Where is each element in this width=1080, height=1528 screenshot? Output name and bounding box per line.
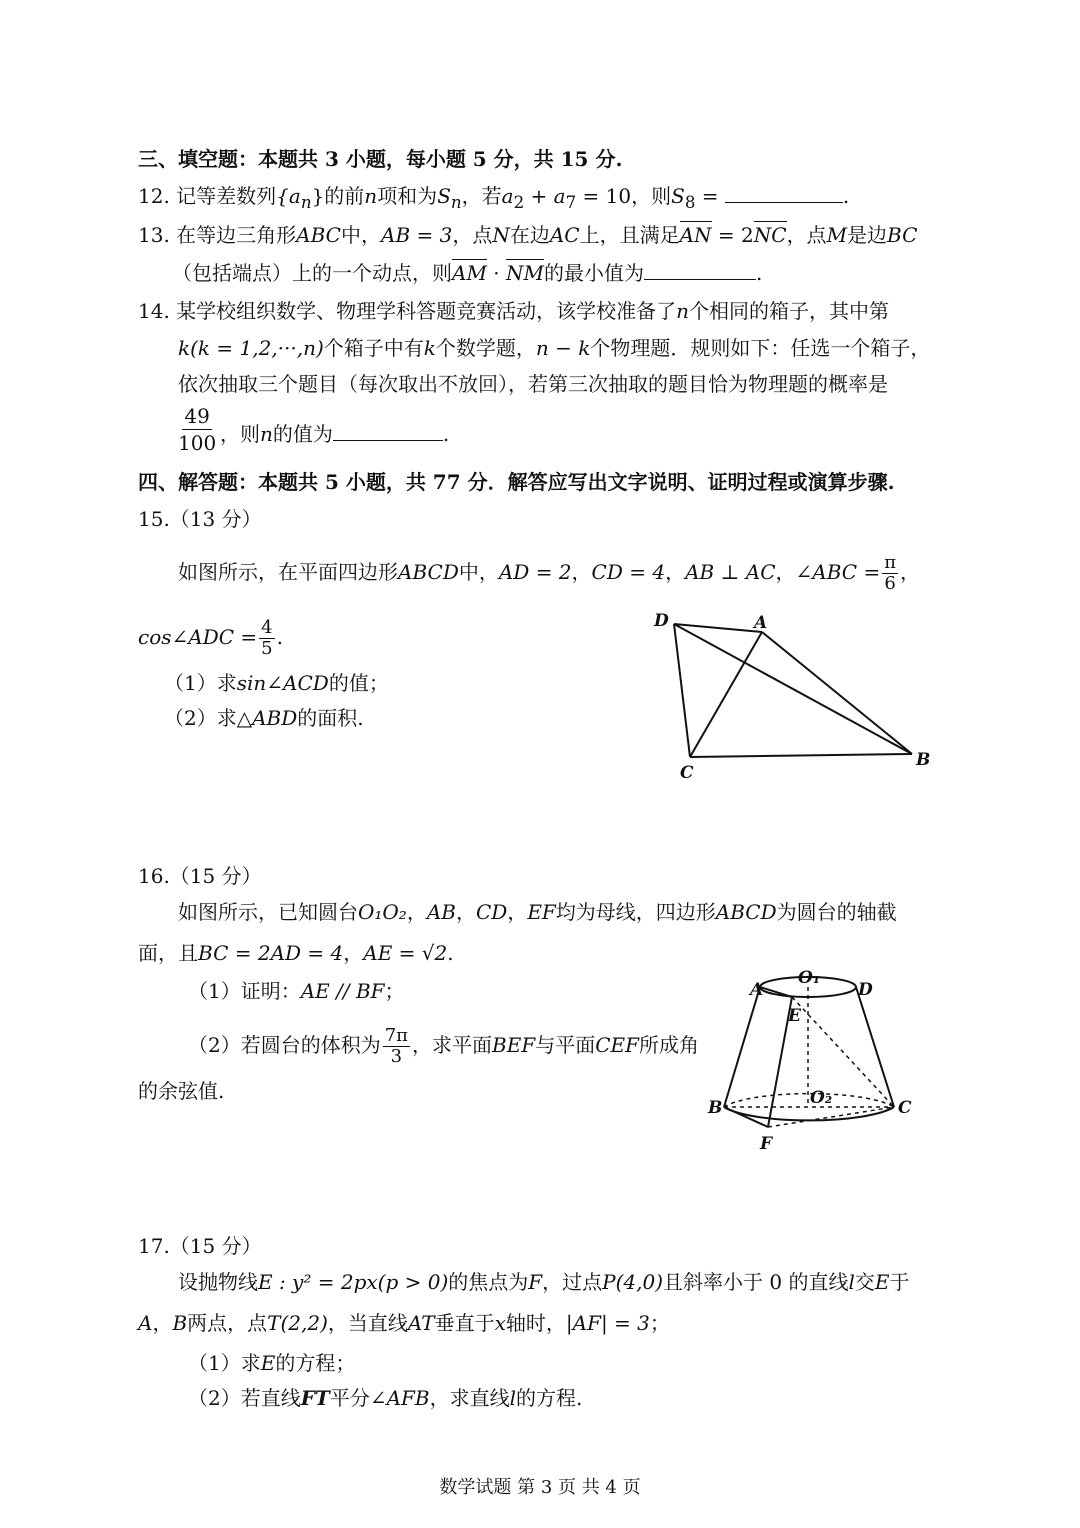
q15-perp: AB ⊥ AC <box>685 560 776 584</box>
question-14-line3: 依次抽取三个题目（每次取出不放回），若第三次抽取的题目恰为物理题的概率是 <box>178 372 888 396</box>
q12-text: 的前 <box>324 184 365 208</box>
q13-vec-AM: AM <box>452 261 487 285</box>
q12-S: S <box>437 184 451 208</box>
q15-end: . <box>276 625 283 649</box>
question-17-part2 <box>188 1384 582 1412</box>
label-O2: O₂ <box>810 1088 833 1108</box>
q14-text: 个相同的箱子，其中第 <box>689 299 890 323</box>
q12-eq: = 10 <box>576 184 632 208</box>
q12-S8: S <box>671 184 685 208</box>
label-C: C <box>898 1098 912 1118</box>
q13-end: . <box>755 261 763 285</box>
q17-l: l <box>848 1270 855 1294</box>
q14-text: 个物理题．规则如下：任选一个箱子， <box>590 336 931 360</box>
question-16-line1 <box>178 898 897 926</box>
q17-text: 的焦点为 <box>448 1270 529 1294</box>
q17-text: ； <box>649 1311 670 1335</box>
question-17-number: 17.（15 分） <box>138 1234 262 1258</box>
q13-BC: BC <box>887 223 918 247</box>
q15-text: 的值； <box>328 671 389 695</box>
q12-eq2: = <box>695 184 719 208</box>
q12-text: 项和为 <box>377 184 438 208</box>
q15-sep: ， <box>775 560 796 584</box>
q17-text: 两点，点 <box>187 1311 268 1335</box>
q14-k-expr: k(k = 1,2,···,n) <box>178 336 324 360</box>
q13-ABC: ABC <box>296 223 341 247</box>
q13-text: 在边 <box>509 223 550 247</box>
q15-expr: sin∠ACD <box>236 671 329 695</box>
q16-frustum-figure <box>700 965 930 1155</box>
fraction-numerator: 4 <box>261 617 273 638</box>
q17-FT: FT <box>300 1386 330 1410</box>
q17-text: 垂直于 <box>434 1311 495 1335</box>
question-17-part1 <box>188 1349 355 1377</box>
q16-sep: ， <box>455 900 476 924</box>
q17-text: 轴时， <box>505 1311 566 1335</box>
q13-text: 中， <box>341 223 381 247</box>
question-14 <box>138 297 889 325</box>
q14-n: n <box>260 422 273 446</box>
q13-N: N <box>492 223 510 247</box>
q16-sep: ， <box>507 900 528 924</box>
q16-expr: AE // BF <box>300 979 385 1003</box>
q16-text: 所成角 <box>639 1033 699 1057</box>
q15-CD: CD = 4 <box>591 560 666 584</box>
label-C: C <box>680 763 694 783</box>
question-15-part2 <box>164 704 364 732</box>
q15-text: 中， <box>458 560 499 584</box>
q15-quadrilateral-figure <box>640 600 950 790</box>
q12-n: n <box>364 184 378 208</box>
q17-sep: ， <box>152 1311 173 1335</box>
label-F: F <box>760 1134 773 1154</box>
q12-plus: + a <box>524 184 566 208</box>
label-O1: O₁ <box>798 968 821 988</box>
fraction-denominator: 5 <box>261 638 273 659</box>
q13-AC: AC <box>549 223 580 247</box>
q17-AF: |AF| = 3 <box>565 1311 650 1335</box>
label-D: D <box>858 980 873 1000</box>
q17-text: ，当直线 <box>327 1311 408 1335</box>
q15-text: 如图所示，在平面四边形 <box>178 560 398 584</box>
q17-E: E <box>260 1351 276 1375</box>
q17-text: 平分 <box>329 1386 370 1410</box>
label-A: A <box>754 613 768 633</box>
q17-text: 的方程. <box>516 1386 583 1410</box>
fraction-denominator: 6 <box>884 573 896 594</box>
page-footer: 数学试题 第 3 页 共 4 页 <box>439 1477 641 1498</box>
q12-seq-close: } <box>311 184 325 208</box>
q15-cos: cos∠ADC = <box>138 625 258 649</box>
answer-blank[interactable] <box>333 422 443 441</box>
q16-sep: ， <box>343 941 364 965</box>
question-16-number: 16.（15 分） <box>138 864 262 888</box>
q12-seq-sub: n <box>300 193 312 212</box>
q16-sep: ， <box>406 900 427 924</box>
q12-text: ，若 <box>461 184 502 208</box>
q13-M: M <box>826 223 848 247</box>
question-15-part1 <box>164 669 389 697</box>
q12-text: ，则 <box>631 184 672 208</box>
q16-ABCD: ABCD <box>715 900 777 924</box>
q17-text: 的方程； <box>275 1351 356 1375</box>
q17-x: x <box>494 1311 506 1335</box>
fraction-numerator: π <box>884 552 897 573</box>
question-16-last-line: 的余弦值. <box>138 1079 225 1103</box>
q14-text: 某学校组织数学、物理学科答题竞赛活动，该学校准备了 <box>176 299 677 323</box>
q12-a-sub: 2 <box>513 193 525 212</box>
question-number: 14. <box>138 299 170 323</box>
q17-text: 交 <box>854 1270 875 1294</box>
q13-text: 的最小值为 <box>543 261 644 285</box>
label-D: D <box>654 611 669 631</box>
q16-BEF: BEF <box>492 1033 536 1057</box>
label-A: A <box>750 980 764 1000</box>
q17-AT: AT <box>407 1311 435 1335</box>
q14-k: k <box>423 336 436 360</box>
q16-text: 与平面 <box>535 1033 596 1057</box>
label-B: B <box>708 1098 723 1118</box>
q13-text: （包括端点）上的一个动点，则 <box>172 261 452 285</box>
fraction-denominator: 3 <box>390 1046 403 1067</box>
q13-eq: = 2 <box>711 223 754 247</box>
q13-vec-NC: NC <box>753 223 787 247</box>
q16-end: . <box>447 941 454 965</box>
fraction-numerator: 49 <box>184 404 210 428</box>
section-4-header: 四、解答题：本题共 5 小题，共 77 分．解答应写出文字说明、证明过程或演算步骤. <box>138 470 895 494</box>
question-number: 13. <box>138 223 170 247</box>
q15-text: （1）求 <box>164 671 237 695</box>
q16-EF: EF <box>527 900 556 924</box>
q17-E: E <box>874 1270 890 1294</box>
question-14-line4 <box>220 420 449 448</box>
q17-text: ，过点 <box>542 1270 603 1294</box>
question-16-part1 <box>188 977 405 1005</box>
question-16-line2 <box>138 939 454 967</box>
question-13 <box>138 221 917 249</box>
fraction-numerator: 7π <box>384 1025 409 1046</box>
question-15-line1 <box>178 553 920 594</box>
answer-blank[interactable] <box>725 184 843 203</box>
q16-text: ； <box>384 979 405 1003</box>
q16-text: （1）证明： <box>188 979 301 1003</box>
q17-parabola: E : y² = 2px(p > 0) <box>258 1270 449 1294</box>
q17-A: A <box>138 1311 153 1335</box>
q16-O1O2: O₁O₂ <box>358 900 407 924</box>
q14-text: 个箱子中有 <box>323 336 424 360</box>
q13-dot: · <box>486 261 506 285</box>
q14-n-k: n − k <box>535 336 591 360</box>
q16-AE: AE = √2 <box>363 941 448 965</box>
q13-text: ，点 <box>452 223 493 247</box>
q17-text: （2）若直线 <box>188 1386 301 1410</box>
q12-end: . <box>842 184 850 208</box>
q15-sep: ， <box>571 560 592 584</box>
question-14-line2 <box>178 334 930 362</box>
q13-text: 上，且满足 <box>579 223 680 247</box>
q17-text: （1）求 <box>188 1351 261 1375</box>
question-15-cos <box>138 618 283 659</box>
fraction-denominator: 100 <box>178 431 217 455</box>
q17-AFB: ∠AFB <box>369 1386 430 1410</box>
question-17-line2 <box>138 1309 670 1337</box>
q12-a: a <box>501 184 514 208</box>
q13-text: 在等边三角形 <box>176 223 297 247</box>
q17-l: l <box>509 1386 517 1410</box>
q15-expr: △ABD <box>236 706 298 730</box>
q14-text: 个数学题， <box>435 336 536 360</box>
q13-vec-AN: AN <box>679 223 712 247</box>
question-number: 12. <box>138 184 170 208</box>
q15-sep: ， <box>665 560 686 584</box>
q17-text: 且斜率小于 0 的直线 <box>663 1270 849 1294</box>
q12-b-sub: 7 <box>565 193 577 212</box>
q17-P: P(4,0) <box>602 1270 664 1294</box>
q12-S-sub: n <box>450 193 462 212</box>
q15-ABCD: ABCD <box>398 560 459 584</box>
q12-S8-sub: 8 <box>684 193 696 212</box>
q17-T: T(2,2) <box>267 1311 328 1335</box>
question-17-line1 <box>178 1268 910 1296</box>
q14-text: 的值为 <box>272 422 333 446</box>
q16-text: 为圆台的轴截 <box>776 900 897 924</box>
q16-text: 面，且 <box>138 941 198 965</box>
q13-text: ，点 <box>786 223 827 247</box>
q17-text: 设抛物线 <box>178 1270 258 1294</box>
label-E: E <box>788 1006 801 1026</box>
q16-BC: BC = 2AD = 4 <box>198 941 344 965</box>
q14-n: n <box>676 299 690 323</box>
q17-F: F <box>528 1270 543 1294</box>
q14-text: ，则 <box>220 422 260 446</box>
q15-AD: AD = 2 <box>498 560 572 584</box>
q16-text: 如图所示，已知圆台 <box>178 900 358 924</box>
q17-B: B <box>172 1311 188 1335</box>
q14-fraction <box>178 403 216 456</box>
q13-AB: AB = 3 <box>381 223 453 247</box>
q15-text: 的面积. <box>297 706 364 730</box>
label-B: B <box>916 750 931 770</box>
q17-text: ，求直线 <box>429 1386 510 1410</box>
question-16-part2 <box>188 1026 699 1067</box>
q15-sep: ， <box>900 560 921 584</box>
question-15-number: 15.（13 分） <box>138 507 262 531</box>
q13-text: 是边 <box>847 223 888 247</box>
q16-text: （2）若圆台的体积为 <box>188 1033 381 1057</box>
q13-vec-NM: NM <box>506 261 544 285</box>
q16-CD: CD <box>475 900 508 924</box>
q16-CEF: CEF <box>595 1033 639 1057</box>
q16-text: ，求平面 <box>412 1033 493 1057</box>
question-12 <box>138 182 849 217</box>
q14-end: . <box>442 422 450 446</box>
q12-text: 记等差数列 <box>176 184 277 208</box>
section-3-header: 三、填空题：本题共 3 小题，每小题 5 分，共 15 分. <box>138 147 623 171</box>
answer-blank[interactable] <box>644 261 756 280</box>
q16-text: 均为母线，四边形 <box>555 900 716 924</box>
question-13-line2 <box>172 259 762 287</box>
q16-AB: AB <box>426 900 456 924</box>
q17-text: 于 <box>889 1270 910 1294</box>
q12-seq: {a <box>276 184 301 208</box>
q15-angle: ∠ABC = <box>795 560 881 584</box>
q15-text: （2）求 <box>164 706 237 730</box>
